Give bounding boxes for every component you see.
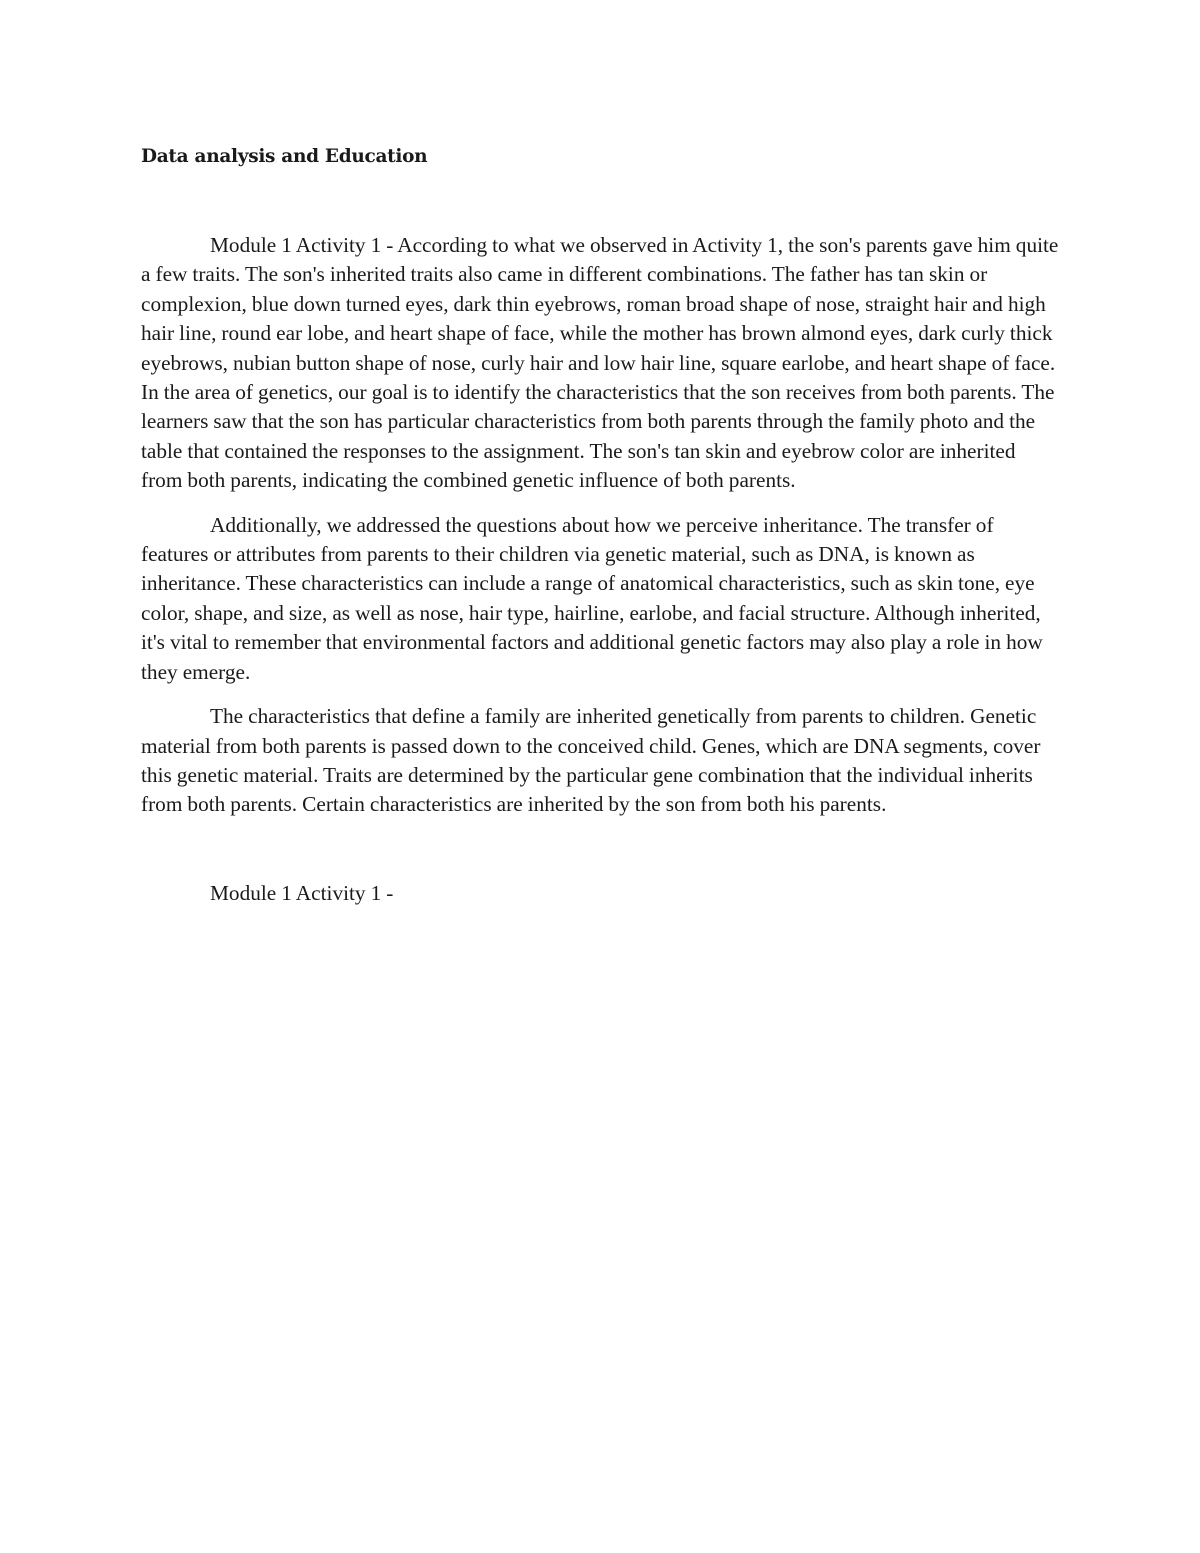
paragraph-2: Additionally, we addressed the questions about how we perceive inheritance. The transfer of features or attributes from parents to their children via genetic material, such as DNA, is known as inheritance. These characteristics can include a range of anatomical characteristics, such as skin tone, eye color, shape, and size, as well as nose, hair type, hairline, earlobe, and facial structure. Although inherited, it's vital to remember that environmental factors and additional genetic factors may also play a role in how they emerge.: [141, 512, 1043, 684]
paragraph-4: Module 1 Activity 1 -: [210, 880, 394, 905]
paragraph-3: The characteristics that define a family are inherited genetically from parents to children. Genetic material from both parents is passed down to the conceived child. Genes, which are DNA segments, cover this genetic material. Traits are determined by the particular gene combination that the individual inherits from both parents. Certain characteristics are inherited by the son from both his parents.: [141, 704, 1041, 817]
document-title: Data analysis and Education: [141, 146, 428, 167]
paragraph-1: Module 1 Activity 1 - According to what we observed in Activity 1, the son's parents gave him quite a few traits. The son's inherited traits also came in different combinations. The father has tan skin or complexion, blue down turned eyes, dark thin eyebrows, roman broad shape of nose, straight hair and high hair line, round ear lobe, and heart shape of face, while the mother has brown almond eyes, dark curly thick eyebrows, nubian button shape of nose, curly hair and low hair line, square earlobe, and heart shape of face. In the area of genetics, our goal is to identify the characteristics that the son receives from both parents. The learners saw that the son has particular characteristics from both parents through the family photo and the table that contained the responses to the assignment. The son's tan skin and eyebrow color are inherited from both parents, indicating the combined genetic influence of both parents.: [141, 233, 1059, 493]
